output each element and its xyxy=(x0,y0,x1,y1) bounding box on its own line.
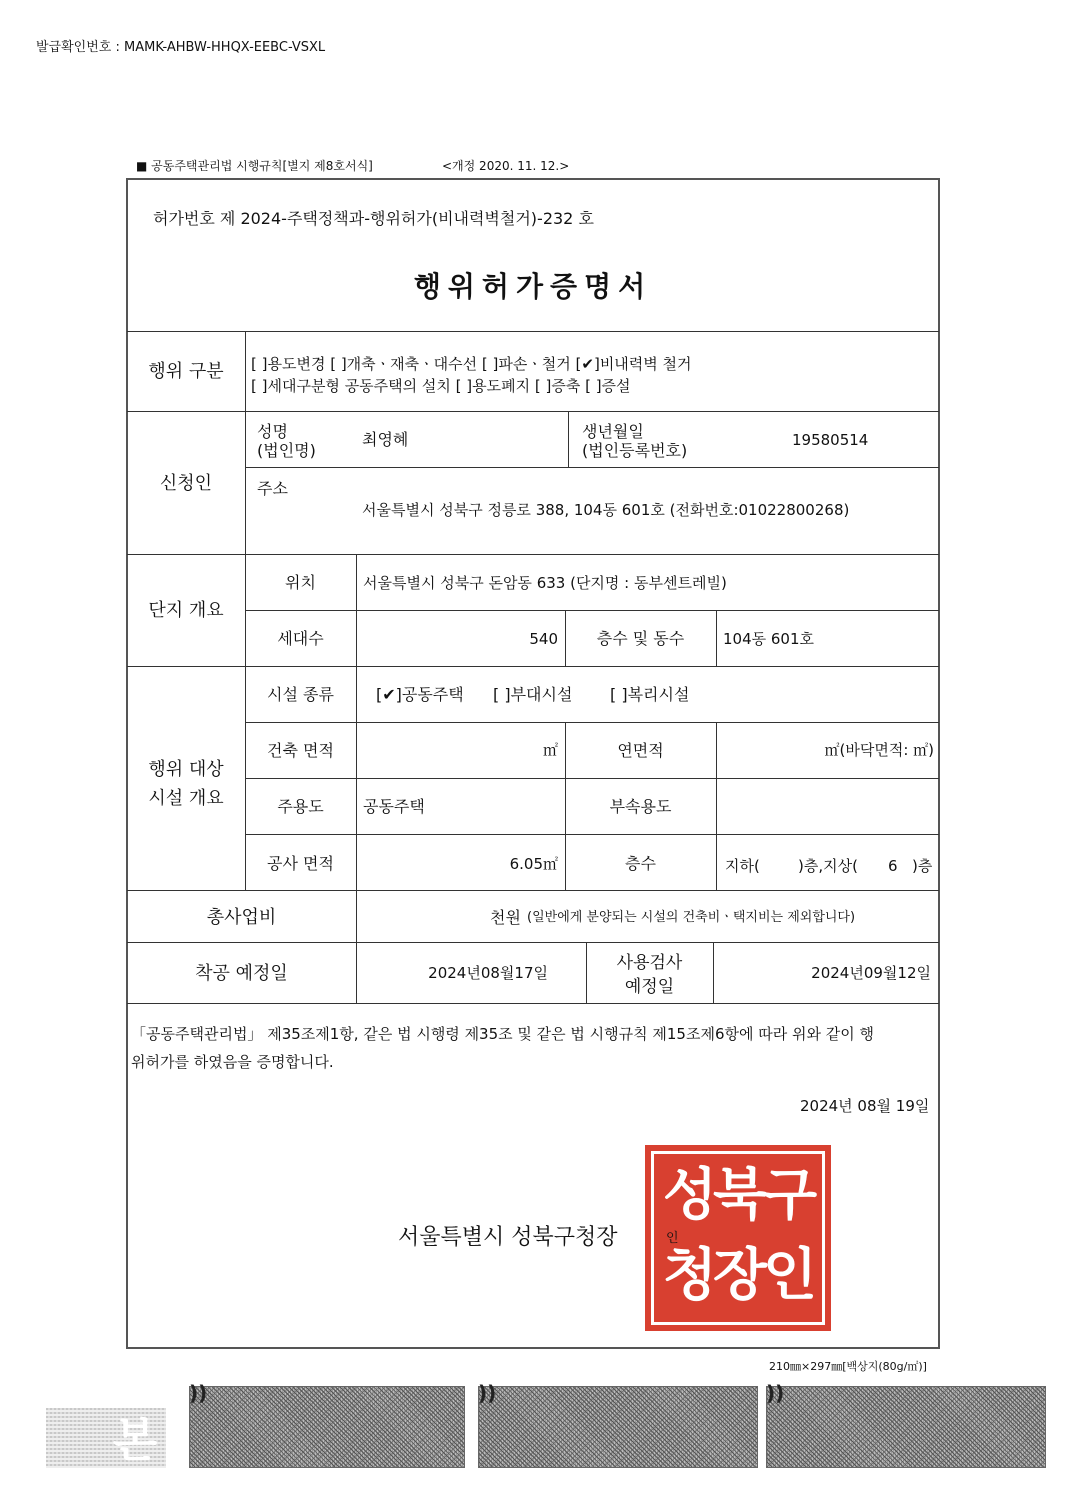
address-label: 주소 xyxy=(257,479,288,498)
location-label: 위치 xyxy=(285,573,316,592)
floors-label: 층수 및 동수 xyxy=(596,629,685,648)
birth-label: 생년월일 xyxy=(582,422,644,441)
complex-location: 서울특별시 성북구 돈암동 633 (단지명 : 동부센트레빌) xyxy=(363,574,727,592)
applicant-name: 최영혜 xyxy=(362,430,409,449)
facility-type-welfare: [ ]복리시설 xyxy=(610,685,690,704)
certificate-title: 행위허가증명서 xyxy=(413,270,653,303)
name-label-corp: (법인명) xyxy=(257,441,316,460)
facility-label-1: 행위 대상 xyxy=(148,759,224,780)
inspection-date-value: 2024년09월12일 xyxy=(811,964,931,982)
action-type-options-2: [ ]세대구분형 공동주택의 설치 [ ]용도폐지 [ ]증축 [ ]증설 xyxy=(251,377,631,395)
work-area-value: 6.05㎡ xyxy=(509,855,558,873)
start-date-value: 2024년08월17일 xyxy=(428,964,548,982)
inspection-label-1: 사용검사 xyxy=(616,953,683,973)
issue-confirmation-number: 발급확인번호 : MAMK-AHBW-HHQX-EEBC-VSXL xyxy=(36,40,326,55)
applicant-label: 신청인 xyxy=(159,473,213,494)
security-barcode-1 xyxy=(189,1386,465,1468)
seal-text-bottom: 청장인 xyxy=(662,1243,814,1308)
revision-date: <개정 2020. 11. 12.> xyxy=(442,159,570,173)
start-date-label: 착공 예정일 xyxy=(195,963,288,984)
facility-type-label: 시설 종류 xyxy=(267,685,334,704)
action-type-label: 행위 구분 xyxy=(148,361,224,382)
action-type-options-1: [ ]용도변경 [ ]개축ㆍ재축ㆍ대수선 [ ]파손ㆍ철거 [✔]비내력벽 철거 xyxy=(251,355,692,373)
complex-label: 단지 개요 xyxy=(148,600,224,621)
barcode-mark-icon-3: )) xyxy=(766,1381,785,1405)
name-label: 성명 xyxy=(257,422,288,441)
statement-line-2: 위허가를 하였음을 증명합니다. xyxy=(131,1053,334,1071)
barcode-mark-icon-2: )) xyxy=(478,1381,497,1405)
facility-type-apartment: [✔]공동주택 xyxy=(376,685,464,704)
issuer-name: 서울특별시 성북구청장 xyxy=(398,1225,618,1250)
building-area-unit: ㎡ xyxy=(542,741,558,759)
paper-spec: 210㎜×297㎜[백상지(80g/㎡)] xyxy=(769,1360,927,1373)
form-reference: ■ 공동주택관리법 시행규칙[별지 제8호서식] xyxy=(136,159,373,173)
storeys-below: 지하( xyxy=(725,857,760,875)
main-use-label: 주용도 xyxy=(277,797,324,816)
storeys-end: )층 xyxy=(912,857,933,875)
copy-mark: 본 xyxy=(112,1413,158,1467)
applicant-birth: 19580514 xyxy=(792,431,869,449)
barcode-mark-icon-1: )) xyxy=(189,1381,208,1405)
seal-mark: 인 xyxy=(666,1231,679,1246)
statement-line-1: 「공동주택관리법」 제35조제1항, 같은 법 시행령 제35조 및 같은 법 시행규칙 제15조제6항에 따라 위와 같이 행 xyxy=(131,1025,874,1043)
facility-label-2: 시설 개요 xyxy=(148,788,224,809)
main-use-value: 공동주택 xyxy=(363,797,425,816)
storeys-above: 6 xyxy=(888,857,898,875)
work-area-label: 공사 면적 xyxy=(267,854,334,873)
issue-date: 2024년 08월 19일 xyxy=(800,1097,930,1115)
sub-use-label: 부속용도 xyxy=(609,797,672,816)
households-label: 세대수 xyxy=(277,629,324,648)
households-value: 540 xyxy=(529,630,558,648)
floors-value: 104동 601호 xyxy=(723,630,815,648)
cost-unit: 천원 xyxy=(490,908,521,927)
total-area-label: 연면적 xyxy=(617,741,664,760)
storeys-label: 층수 xyxy=(625,854,656,873)
permit-number: 허가번호 제 2024-주택정책과-행위허가(비내력벽철거)-232 호 xyxy=(153,209,594,228)
birth-label-corp: (법인등록번호) xyxy=(582,441,688,460)
security-barcode-3 xyxy=(766,1386,1046,1468)
cost-note: (일반에게 분양되는 시설의 건축비ㆍ택지비는 제외합니다) xyxy=(527,910,856,925)
facility-type-auxiliary: [ ]부대시설 xyxy=(493,685,573,704)
inspection-label-2: 예정일 xyxy=(624,977,675,997)
storeys-mid: )층,지상( xyxy=(798,857,858,875)
cost-label: 총사업비 xyxy=(206,907,277,928)
seal-text-top: 성북구 xyxy=(662,1163,814,1228)
total-area-unit: ㎡(바닥면적: ㎡) xyxy=(824,741,934,759)
security-barcode-2 xyxy=(478,1386,758,1468)
applicant-address: 서울특별시 성북구 정릉로 388, 104동 601호 (전화번호:01022800268) xyxy=(362,501,850,519)
building-area-label: 건축 면적 xyxy=(267,741,334,760)
